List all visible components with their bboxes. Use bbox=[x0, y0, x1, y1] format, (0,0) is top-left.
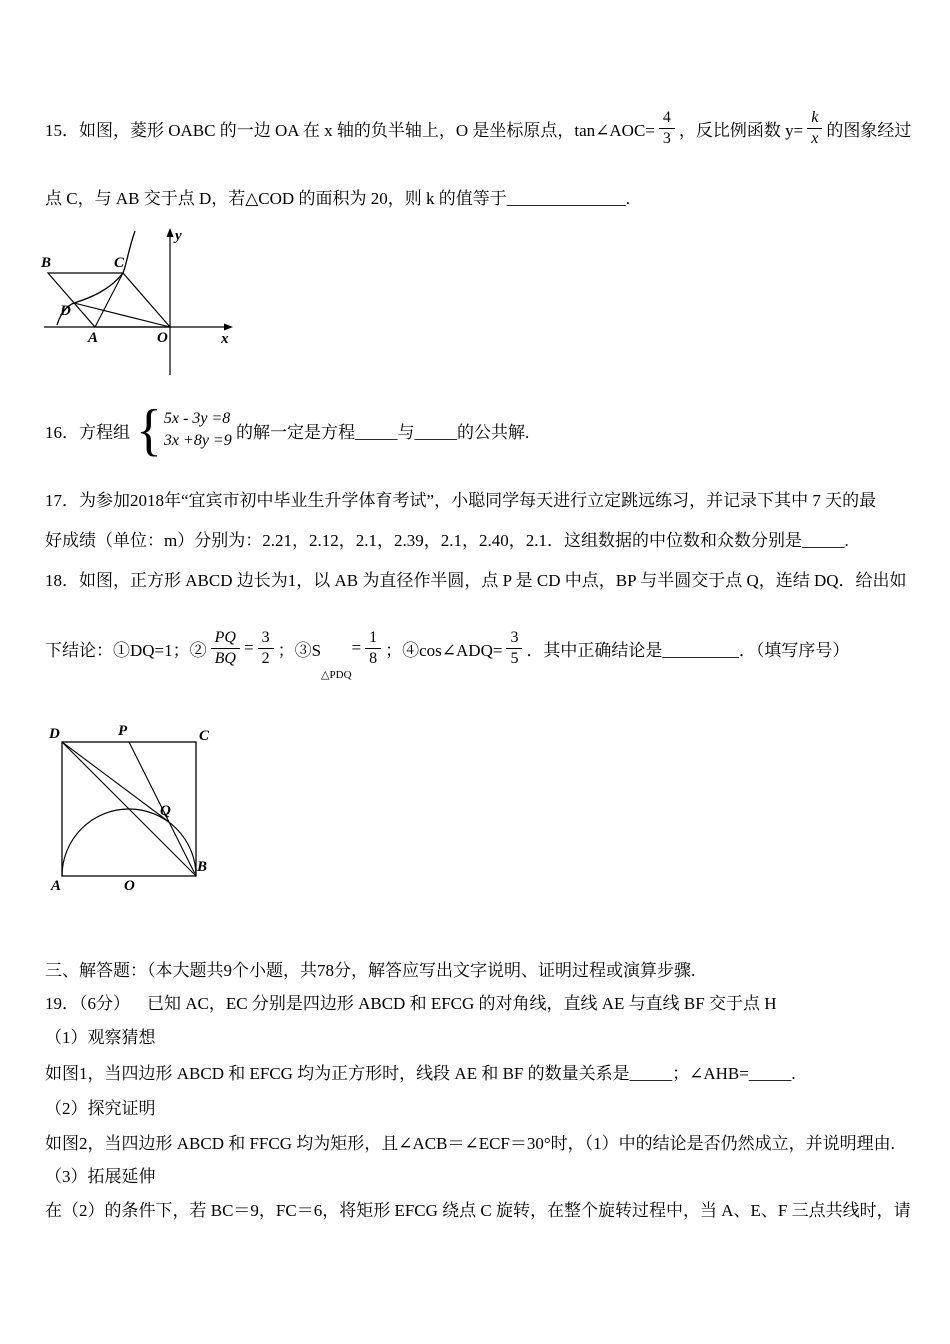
figure-rhombus-hyperbola bbox=[38, 225, 238, 377]
problem-19-part-2-text: 如图2，当四边形 ABCD 和 FFCG 均为矩形，且∠ACB＝∠ECF＝30°时，（1）中的结论是否仍然成立，并说明理由. bbox=[45, 1134, 895, 1153]
fig2-label-A: A bbox=[51, 878, 62, 894]
fraction-1-8 bbox=[365, 628, 381, 667]
p18-mid-1: ；③S bbox=[277, 640, 322, 660]
fraction-denominator: 5 bbox=[510, 649, 519, 667]
fraction-denominator: 2 bbox=[261, 649, 270, 667]
fig2-label-B: B bbox=[197, 859, 208, 875]
problem-17-line-2: 好成绩（单位：m）分别为：2.21，2.12，2.1，2.39，2.1，2.40，2.1．这组数据的中位数和众数分别是_____. bbox=[45, 531, 849, 550]
problem-19-part-1-title: （1）观察猜想 bbox=[45, 1028, 156, 1047]
fig2-label-Q: Q bbox=[160, 803, 171, 819]
fraction-3-2 bbox=[258, 628, 274, 667]
fraction-numerator: PQ bbox=[211, 628, 240, 648]
equation-1: 5x - 3y =8 bbox=[163, 410, 231, 428]
fraction-3-5 bbox=[506, 628, 522, 667]
problem-17-line-1: 17．为参加2018年“宜宾市初中毕业生升学体育考试”，小聪同学每天进行立定跳远练习，并记录下其中 7 天的最 bbox=[45, 491, 877, 510]
fraction-numerator: 3 bbox=[506, 628, 522, 648]
fraction-denominator: 3 bbox=[662, 129, 671, 147]
fig1-label-x: x bbox=[221, 331, 229, 347]
fig1-label-O: O bbox=[157, 330, 168, 346]
fig2-label-O: O bbox=[124, 878, 135, 894]
fraction-numerator: 3 bbox=[258, 628, 274, 648]
fraction-k-x bbox=[807, 108, 822, 147]
p18-equals-b: = bbox=[351, 638, 362, 657]
problem-19-part-2-title: （2）探究证明 bbox=[45, 1099, 156, 1118]
p15-lead: 15．如图，菱形 OABC 的一边 OA 在 x 轴的负半轴上，O 是坐标原点，tan∠AOC= bbox=[45, 120, 655, 140]
p15-mid: ，反比例函数 y= bbox=[678, 120, 804, 140]
p16-lead: 16．方程组 bbox=[45, 422, 130, 442]
fraction-numerator: 1 bbox=[365, 628, 381, 648]
problem-15-line-1 bbox=[45, 100, 920, 156]
fraction-pq-bq bbox=[211, 628, 240, 667]
fig1-label-C: C bbox=[114, 255, 125, 271]
figure-square-semicircle bbox=[48, 718, 218, 898]
fraction-numerator: k bbox=[807, 108, 822, 128]
segment-ac bbox=[95, 273, 123, 327]
problem-18-line-1: 18．如图，正方形 ABCD 边长为1，以 AB 为直径作半圆，点 P 是 CD 中点，BP 与半圆交于点 Q，连结 DQ．给出如 bbox=[45, 571, 907, 590]
fig2-label-P: P bbox=[118, 723, 128, 739]
fraction-4-3 bbox=[659, 108, 675, 147]
problem-19-head: 19．（6分） 已知 AC，EC 分别是四边形 ABCD 和 EFCG 的对角线，直线 AE 与直线 BF 交于点 H bbox=[45, 994, 777, 1013]
system-brace: { bbox=[136, 398, 162, 462]
fig2-label-C: C bbox=[199, 728, 210, 744]
p18-equals-a: = bbox=[243, 638, 254, 657]
p18-subscript-pdq: △PDQ bbox=[321, 669, 352, 681]
p18-mid-2: ；④cos∠ADQ= bbox=[385, 640, 503, 660]
fraction-numerator: 4 bbox=[659, 108, 675, 128]
fig1-label-A: A bbox=[88, 330, 99, 346]
fig1-label-D: D bbox=[60, 303, 71, 319]
segment-od bbox=[74, 303, 170, 327]
x-axis-arrow-icon bbox=[224, 324, 233, 331]
p18-tail: ．其中正确结论是_________．（填写序号） bbox=[526, 640, 850, 660]
p15-tail: 的图象经过 bbox=[826, 120, 912, 140]
fraction-denominator: 8 bbox=[369, 649, 378, 667]
y-axis-arrow-icon bbox=[167, 228, 174, 237]
problem-15-line-2: 点 C，与 AB 交于点 D，若△COD 的面积为 20，则 k 的值等于______________. bbox=[45, 189, 630, 208]
segment-db bbox=[62, 742, 196, 876]
fraction-denominator: BQ bbox=[214, 649, 236, 667]
fig2-label-D: D bbox=[49, 726, 60, 742]
problem-19-part-3-title: （3）拓展延伸 bbox=[45, 1167, 156, 1186]
section-3-header: 三、解答题：（本大题共9个小题，共78分，解答应写出文字说明、证明过程或演算步骤. bbox=[45, 961, 696, 980]
problem-19-part-3-text: 在（2）的条件下，若 BC＝9，FC＝6，将矩形 EFCG 绕点 C 旋转，在整个旋转过程中，当 A、E、F 三点共线时，请 bbox=[45, 1201, 911, 1220]
equation-system bbox=[164, 408, 232, 451]
semicircle-ab bbox=[62, 809, 196, 876]
p16-tail: 的解一定是方程_____与_____的公共解. bbox=[231, 422, 530, 442]
equation-2: 3x +8y =9 bbox=[163, 432, 232, 449]
fraction-denominator: x bbox=[811, 129, 819, 147]
p18-lead: 下结论：①DQ=1；② bbox=[45, 640, 207, 660]
fig1-label-y: y bbox=[175, 228, 182, 244]
problem-16 bbox=[45, 398, 920, 462]
fig1-label-B: B bbox=[41, 255, 52, 271]
problem-19-part-1-text: 如图1，当四边形 ABCD 和 EFCG 均为正方形时，线段 AE 和 BF 的数量关系是_____；∠AHB=_____. bbox=[45, 1064, 796, 1083]
problem-18-line-2 bbox=[45, 618, 920, 681]
